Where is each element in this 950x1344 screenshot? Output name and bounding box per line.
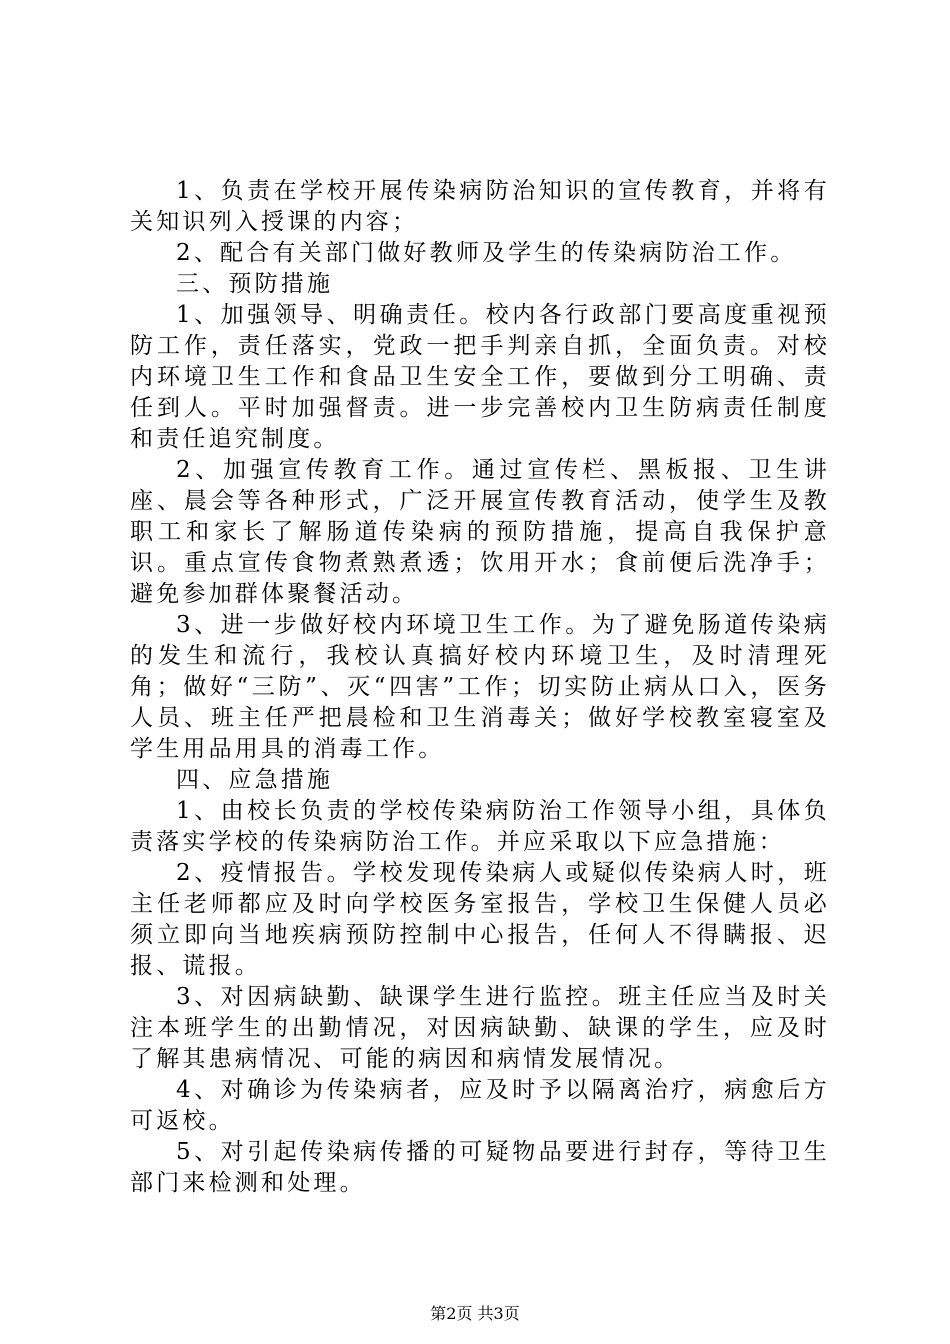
section-heading-emergency: 四、应急措施 (176, 767, 334, 793)
paragraph-emergency-4: 4、对确诊为传染病者，应及时予以隔离治疗，病愈后方可返校。 (130, 1077, 830, 1134)
document-body (130, 176, 830, 1199)
paragraph-emergency-2: 2、疫情报告。学校发现传染病人或疑似传染病人时，班主任老师都应及时向学校医务室报告，学校卫生保健人员必须立即向当地疾病预防控制中心报告，任何人不得瞒报、迟报、谎报。 (130, 860, 830, 979)
paragraph-emergency-5: 5、对引起传染病传播的可疑物品要进行封存，等待卫生部门来检测和处理。 (130, 1139, 830, 1196)
section-heading-prevention: 三、预防措施 (176, 271, 334, 297)
paragraph-duty-1: 1、负责在学校开展传染病防治知识的宣传教育，并将有关知识列入授课的内容； (130, 178, 830, 235)
paragraph-prevention-3: 3、进一步做好校内环境卫生工作。为了避免肠道传染病的发生和流行，我校认真搞好校内环境卫生，及时清理死角；做好“三防”、灭“四害”工作；切实防止病从口入，医务人员、班主任严把晨检和卫生消毒关；做好学校教室寝室及学生用品用具的消毒工作。 (130, 612, 830, 762)
page-number-footer: 第2页 共3页 (430, 1304, 520, 1323)
paragraph-prevention-2: 2、加强宣传教育工作。通过宣传栏、黑板报、卫生讲座、晨会等各种形式，广泛开展宣传教育活动，使学生及教职工和家长了解肠道传染病的预防措施，提高自我保护意识。重点宣传食物煮熟煮透；饮用开水；食前便后洗净手；避免参加群体聚餐活动。 (130, 457, 830, 607)
paragraph-emergency-1: 1、由校长负责的学校传染病防治工作领导小组，具体负责落实学校的传染病防治工作。并应采取以下应急措施： (130, 798, 830, 855)
paragraph-duty-2: 2、配合有关部门做好教师及学生的传染病防治工作。 (176, 240, 797, 266)
paragraph-prevention-1: 1、加强领导、明确责任。校内各行政部门要高度重视预防工作，责任落实，党政一把手判亲自抓，全面负责。对校内环境卫生工作和食品卫生安全工作，要做到分工明确、责任到人。平时加强督责。进一步完善校内卫生防病责任制度和责任追究制度。 (130, 302, 830, 452)
paragraph-emergency-3: 3、对因病缺勤、缺课学生进行监控。班主任应当及时关注本班学生的出勤情况，对因病缺勤、缺课的学生，应及时了解其患病情况、可能的病因和病情发展情况。 (130, 984, 830, 1072)
